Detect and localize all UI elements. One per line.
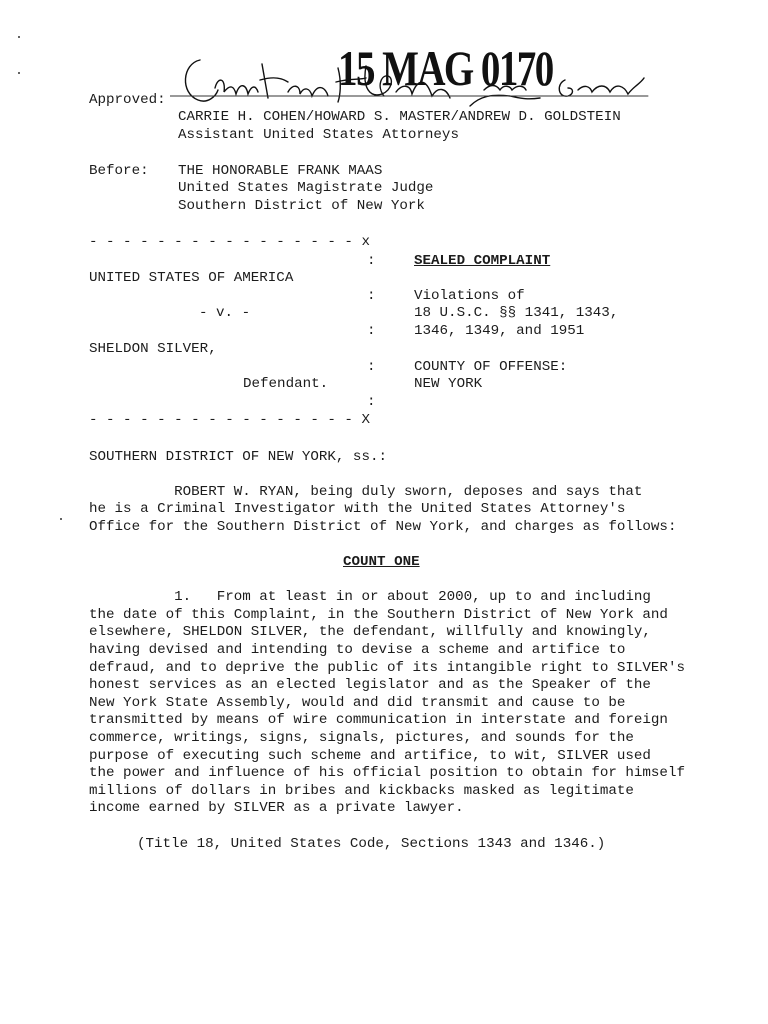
judge-title: United States Magistrate Judge bbox=[178, 180, 434, 196]
paragraph-line: purpose of executing such scheme and artifice, to wit, SILVER used bbox=[89, 748, 651, 764]
paragraph-line: honest services as an elected legislator and as the Speaker of the bbox=[89, 677, 651, 693]
county-label: COUNTY OF OFFENSE: bbox=[414, 359, 568, 375]
count-one-heading: COUNT ONE bbox=[343, 554, 420, 570]
statute-citation: (Title 18, United States Code, Sections 1343 and 1346.) bbox=[137, 836, 606, 852]
violations-line-1: Violations of bbox=[414, 288, 525, 304]
caption-colon: : bbox=[367, 253, 376, 269]
intro-line: he is a Criminal Investigator with the United States Attorney's bbox=[89, 501, 626, 517]
intro-line: ROBERT W. RYAN, being duly sworn, deposes and says that bbox=[89, 484, 643, 500]
paragraph-line: commerce, writings, signs, signals, pictures, and sounds for the bbox=[89, 730, 634, 746]
caption-colon: : bbox=[367, 288, 376, 304]
caption-colon: : bbox=[367, 323, 376, 339]
defendant-name: SHELDON SILVER, bbox=[89, 341, 217, 357]
scan-speck bbox=[18, 36, 20, 38]
approved-label: Approved: bbox=[89, 92, 166, 108]
violations-line-2: 18 U.S.C. §§ 1341, 1343, bbox=[414, 305, 619, 321]
docket-stamp: 15 MAG 0170 bbox=[338, 40, 553, 96]
paragraph-line: New York State Assembly, would and did transmit and cause to be bbox=[89, 695, 626, 711]
defendant-role: Defendant. bbox=[243, 376, 329, 392]
plaintiff-name: UNITED STATES OF AMERICA bbox=[89, 270, 294, 286]
paragraph-line: having devised and intending to devise a scheme and artifice to bbox=[89, 642, 626, 658]
paragraph-line: the power and influence of his official position to obtain for himself bbox=[89, 765, 685, 781]
violations-line-3: 1346, 1349, and 1951 bbox=[414, 323, 585, 339]
district-line: SOUTHERN DISTRICT OF NEW YORK, ss.: bbox=[89, 449, 387, 465]
paragraph-line: elsewhere, SHELDON SILVER, the defendant, willfully and knowingly, bbox=[89, 624, 651, 640]
scan-speck bbox=[18, 72, 20, 74]
paragraph-line: income earned by SILVER as a private lawyer. bbox=[89, 800, 464, 816]
attorney-title: Assistant United States Attorneys bbox=[178, 127, 459, 143]
judge-district: Southern District of New York bbox=[178, 198, 425, 214]
sealed-complaint-heading: SEALED COMPLAINT bbox=[414, 253, 551, 269]
caption-colon: : bbox=[367, 394, 376, 410]
caption-bottom-rule: - - - - - - - - - - - - - - - - X bbox=[89, 412, 370, 428]
paragraph-line: 1. From at least in or about 2000, up to and including bbox=[89, 589, 651, 605]
paragraph-line: millions of dollars in bribes and kickbacks masked as legitimate bbox=[89, 783, 634, 799]
caption-top-rule: - - - - - - - - - - - - - - - - x bbox=[89, 234, 370, 250]
paragraph-line: transmitted by means of wire communication in interstate and foreign bbox=[89, 712, 668, 728]
paragraph-line: defraud, and to deprive the public of its intangible right to SILVER's bbox=[89, 660, 685, 676]
versus: - v. - bbox=[199, 305, 251, 321]
county-value: NEW YORK bbox=[414, 376, 483, 392]
caption-colon: : bbox=[367, 359, 376, 375]
paragraph-line: the date of this Complaint, in the Southern District of New York and bbox=[89, 607, 668, 623]
scan-speck bbox=[60, 518, 62, 520]
intro-line: Office for the Southern District of New York, and charges as follows: bbox=[89, 519, 677, 535]
judge-name: THE HONORABLE FRANK MAAS bbox=[178, 163, 383, 179]
before-label: Before: bbox=[89, 163, 149, 179]
attorney-names: CARRIE H. COHEN/HOWARD S. MASTER/ANDREW D. GOLDSTEIN bbox=[178, 109, 621, 125]
